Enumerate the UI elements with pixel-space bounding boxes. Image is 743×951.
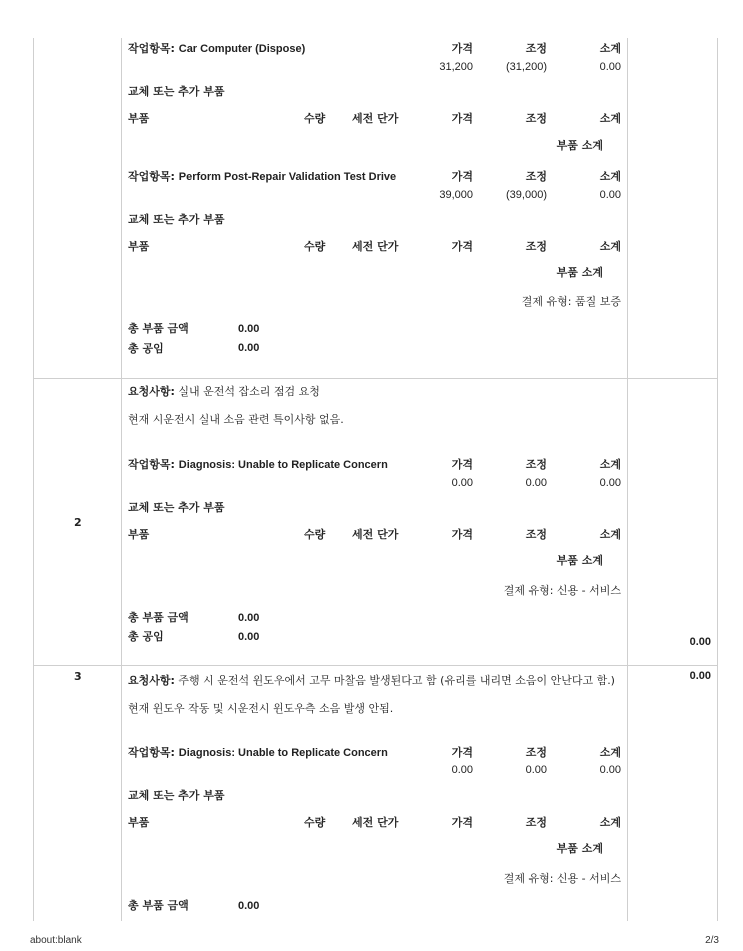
price-value: 0.00 (451, 764, 473, 776)
operation-title: 작업항목: Perform Post-Repair Validation Test Drive (128, 170, 397, 183)
col-price: 가격 (451, 170, 473, 183)
total-parts-value: 0.00 (238, 900, 260, 912)
col-price: 가격 (451, 528, 473, 541)
replacement-parts-heading: 교체 또는 추가 부품 (128, 213, 225, 226)
col-parts: 부품 (128, 240, 150, 253)
col-adjust: 조정 (525, 458, 547, 471)
col-subtotal: 소계 (599, 240, 621, 253)
col-subtotal: 소계 (599, 112, 621, 125)
total-labor-label: 총 공임 (128, 630, 164, 643)
parts-subtotal-label: 부품 소계 (556, 842, 603, 855)
technician-note: 현재 윈도우 작동 및 시운전시 윈도우측 소음 발생 안됨. (128, 702, 394, 715)
footer-url: about:blank (30, 935, 82, 946)
parts-subtotal-label: 부품 소계 (556, 266, 603, 279)
col-price: 가격 (451, 816, 473, 829)
col-adjust: 조정 (525, 528, 547, 541)
total-parts-label: 총 부품 금액 (128, 899, 189, 912)
table-divider-total (627, 38, 628, 921)
adjust-value: 0.00 (525, 764, 547, 776)
replacement-parts-heading: 교체 또는 추가 부품 (128, 85, 225, 98)
col-adjust: 조정 (525, 240, 547, 253)
payment-type: 결제 유형: 신용 - 서비스 (503, 872, 621, 885)
col-qty: 수량 (304, 816, 326, 829)
row-divider-1 (33, 378, 718, 379)
col-subtotal: 소계 (599, 528, 621, 541)
subtotal-value: 0.00 (599, 61, 621, 73)
col-qty: 수량 (304, 528, 326, 541)
technician-note: 현재 시운전시 실내 소음 관련 특이사항 없음. (128, 413, 344, 426)
col-subtotal: 소계 (599, 816, 621, 829)
col-qty: 수량 (304, 112, 326, 125)
operation-title: 작업항목: Diagnosis: Unable to Replicate Concern (128, 458, 388, 471)
col-subtotal: 소계 (599, 170, 621, 183)
table-border-left (33, 38, 34, 921)
replacement-parts-heading: 교체 또는 추가 부품 (128, 789, 225, 802)
parts-subtotal-label: 부품 소계 (556, 554, 603, 567)
col-adjust: 조정 (525, 170, 547, 183)
col-subtotal: 소계 (599, 746, 621, 759)
operation-title: 작업항목: Car Computer (Dispose) (128, 42, 306, 55)
subtotal-value: 0.00 (599, 189, 621, 201)
col-unit-price: 세전 단가 (352, 240, 399, 253)
page-number: 2/3 (705, 935, 719, 946)
line-index: 2 (74, 516, 82, 529)
col-unit-price: 세전 단가 (352, 112, 399, 125)
col-parts: 부품 (128, 816, 150, 829)
col-unit-price: 세전 단가 (352, 816, 399, 829)
adjust-value: (31,200) (506, 61, 547, 73)
operation-title: 작업항목: Diagnosis: Unable to Replicate Concern (128, 746, 388, 759)
payment-type: 결제 유형: 신용 - 서비스 (503, 584, 621, 597)
col-unit-price: 세전 단가 (352, 528, 399, 541)
price-value: 0.00 (451, 477, 473, 489)
request-text: 요청사항: 실내 운전석 잡소리 점검 요청 (128, 385, 320, 398)
col-subtotal: 소계 (599, 458, 621, 471)
col-parts: 부품 (128, 112, 150, 125)
parts-subtotal-label: 부품 소계 (556, 139, 603, 152)
total-parts-value: 0.00 (238, 612, 260, 624)
payment-type: 결제 유형: 품질 보증 (521, 295, 621, 308)
col-qty: 수량 (304, 240, 326, 253)
total-parts-label: 총 부품 금액 (128, 322, 189, 335)
col-price: 가격 (451, 42, 473, 55)
line-total: 0.00 (689, 670, 711, 682)
col-subtotal: 소계 (599, 42, 621, 55)
col-adjust: 조정 (525, 112, 547, 125)
request-text: 요청사항: 주행 시 운전석 윈도우에서 고무 마찰음 발생된다고 함 (유리를 내리면 소음이 안난다고 함.) (128, 674, 615, 687)
total-labor-value: 0.00 (238, 631, 260, 643)
table-divider-index (121, 38, 122, 921)
adjust-value: 0.00 (525, 477, 547, 489)
price-value: 31,200 (439, 61, 473, 73)
subtotal-value: 0.00 (599, 764, 621, 776)
table-border-right (717, 38, 718, 921)
col-price: 가격 (451, 746, 473, 759)
total-parts-value: 0.00 (238, 323, 260, 335)
col-price: 가격 (451, 240, 473, 253)
col-price: 가격 (451, 458, 473, 471)
line-total: 0.00 (689, 636, 711, 648)
price-value: 39,000 (439, 189, 473, 201)
total-parts-label: 총 부품 금액 (128, 611, 189, 624)
subtotal-value: 0.00 (599, 477, 621, 489)
col-price: 가격 (451, 112, 473, 125)
line-index: 3 (74, 670, 82, 683)
col-adjust: 조정 (525, 42, 547, 55)
col-parts: 부품 (128, 528, 150, 541)
adjust-value: (39,000) (506, 189, 547, 201)
row-divider-2 (33, 665, 718, 666)
col-adjust: 조정 (525, 746, 547, 759)
total-labor-value: 0.00 (238, 342, 260, 354)
total-labor-label: 총 공임 (128, 342, 164, 355)
replacement-parts-heading: 교체 또는 추가 부품 (128, 501, 225, 514)
col-adjust: 조정 (525, 816, 547, 829)
